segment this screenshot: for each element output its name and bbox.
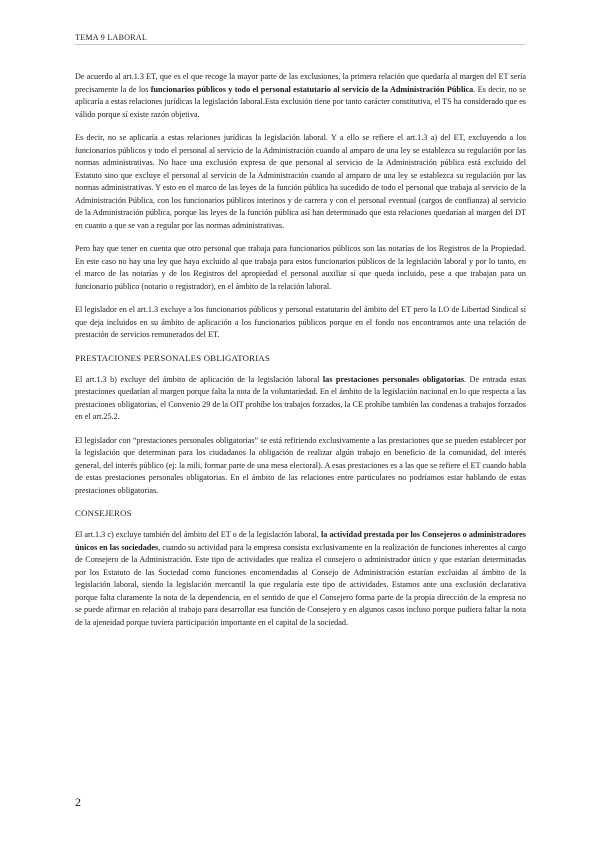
paragraph-text: . De entrada estas prestaciones quedarían al margen porque falta la nota de la voluntariedad. En el ámbito de la legislación nacional en lo que respecta a las prestaciones obligatorias, el Convenio 29 de la OIT prohíbe los trabajos forzados, la CE prohíbe también las condenas a trabajos forzados en el art.25.2. xyxy=(75,374,526,421)
paragraph-prestaciones-intro xyxy=(75,374,526,424)
paragraph-text: De acuerdo al art.1.3 ET, que es el que recoge la mayor parte de las exclusiones, la primera relación que quedaría al margen del ET sería precisamente la de los xyxy=(75,72,526,94)
paragraph-prestaciones-detail: El legislador con “prestaciones personales obligatorias” se está refiriendo exclusivamente a las prestaciones que se pueden establecer por la legislación que determinan para los ciudadanos la obligación de realizar algún trabajo en beneficio de la comunidad, del interés general, del interés público (ej: la mili, formar parte de una mesa electoral). A esas prestaciones es a las que se refiere el ET cuando habla de estas prestaciones personales obligatorias. En el ámbito de las relaciones entre particulares no podríamos estar hablando de estas prestaciones obligatorias. xyxy=(75,435,526,495)
paragraph-consejeros xyxy=(75,529,526,629)
paragraph-libertad-sindical: El legislador en el art.1.3 excluye a los funcionarios públicos y personal estatutario del ámbito del ET pero la LO de Libertad Sindical sí que deja incluidos en su ámbito de aplicación a los funcionarios públicos porque en el fondo nos encontramos ante una relación de prestación de servicios remunerados del ET. xyxy=(75,305,526,339)
paragraph-text: El art.1.3 c) excluye también del ámbito del ET o de la legislación laboral, xyxy=(75,530,322,539)
document-body xyxy=(75,71,526,640)
paragraph-text: , cuando su actividad para la empresa consista exclusivamente en la realización de funciones inherentes al cargo de Consejero de la Administración. Este tipo de actividades que realiza el consejero o administrador único y que estarían determinadas por los Estatuto de las Sociedad como funciones encomendadas al Consejo de Administración estarían excluidas al ámbito de la legislación laboral, siendo la legislación mercantil la que regularía este tipo de actividades. Estamos ante una exclusión declarativa porque falta claramente la nota de la dependencia, en el sentido de que el Consejero forma parte de la propia dirección de la empresa no se puede afirmar en relación al trabajo para desarrollar esa función de Consejero y en algunos casos incluso porque pudiera faltar la nota de la ajeneidad porque tuviera participación importante en el capital de la sociedad. xyxy=(75,542,526,627)
section-heading-prestaciones: PRESTACIONES PERSONALES OBLIGATORIAS xyxy=(75,352,271,363)
running-header: TEMA 9 LABORAL xyxy=(75,33,148,42)
paragraph-funcionarios-detail: Es decir, no se aplicaría a estas relaciones jurídicas la legislación laboral. Y a ello se refiere el art.1.3 a) del ET, excluyendo a los funcionarios públicos y todo el personal al servicio de la Administración cuando al amparo de una ley se establezca su regulación por las normas administrativas. No hace una exclusión expresa de que personal al servicio de la Administración pública está excluido del Estatuto sino que excluye el personal al servicio de la Administración cuando al amparo de una ley se establezca su regulación por las normas administrativas. Y esto en el marco de las leyes de la función pública ha sucedido de todo el personal que trabaja al servicio de la Administración Pública, con los funcionarios públicos interinos y de carrera y con el personal eventual (cargos de confianza) al servicio de la Administración pública, porque las leyes de la función pública así han determinado que esta relaciones quedarían al margen del DT en cuanto a que se van a regular por las normas administrativas. xyxy=(75,133,526,230)
section-heading-consejeros: CONSEJEROS xyxy=(75,508,132,518)
paragraph-text: . Es decir, no se aplicaría a estas relaciones jurídicas la legislación laboral.Esta exclusión tiene por tanto carácter constitutiva, el TS ha considerado que es válido porque sí existe razón objetiva. xyxy=(75,84,526,119)
paragraph-notarias: Pero hay que tener en cuenta que otro personal que trabaja para funcionarios públicos son las notarías de los Registros de la Propiedad. En este caso no hay una ley que haya excluido al que trabaja para estos funcionarios públicos de la legislación laboral y por lo tanto, en el marco de las notarías y de los Registros del apropiedad el personal auxiliar sí que queda incluido, pese a que trabajan para un funcionario público (notario o registrador), en el ámbito de la relación laboral. xyxy=(75,244,526,291)
bold-emphasis: la actividad prestada por los Consejeros o administradores únicos en las sociedades xyxy=(75,530,526,552)
paragraph-text: El art.1.3 b) excluye del ámbito de aplicación de la legislación laboral xyxy=(75,374,323,384)
paragraph-funcionarios-intro xyxy=(75,71,526,121)
bold-emphasis: las prestaciones personales obligatorias xyxy=(322,374,465,384)
header-rule xyxy=(75,44,525,45)
bold-emphasis: funcionarios públicos y todo el personal estatutario al servicio de la Administración Pública xyxy=(150,84,474,94)
page-number: 2 xyxy=(75,795,81,809)
